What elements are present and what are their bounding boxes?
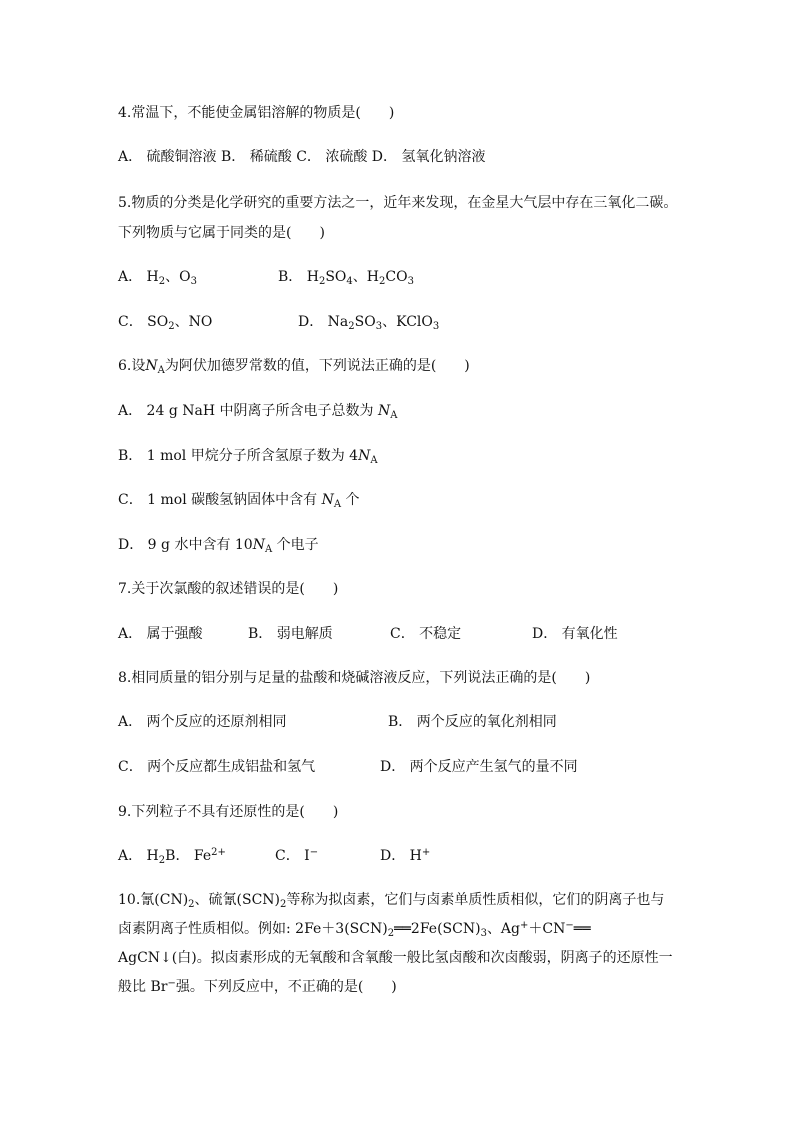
question-9-option-d: D． H+ — [380, 847, 431, 864]
question-6-option-a: A． 24 g NaH 中阴离子所含电子总数为 $N_A$ — [118, 403, 398, 421]
question-10-stem: 10.氰$(CN)_2$、硫氰$(SCN)_2$等称为拟卤素，它们与卤素单质性质相似，它们的阴离子也与卤素阴离子性质相似。例如: $2Fe+3(SCN)_2══2Fe(SCN)_3$、Ag+＋CN−══ AgCN↓(白)。拟卤素形成的无氧酸和含氧酸一般比氢卤酸和次卤酸弱，阴离子的还原性一般比 Br−强。下列反应中，不正确的是( ) — [118, 892, 673, 995]
question-7-option-a: A． 属于强酸 — [118, 626, 203, 642]
question-5-option-b: B． $H_2SO_4$、$H_2CO_3$ — [278, 269, 414, 287]
question-4-stem: 4.常温下，不能使金属铝溶解的物质是( ) — [118, 105, 395, 121]
question-5-option-c: C． $SO_2$、NO — [118, 314, 213, 332]
question-6-option-c: C． 1 mol 碳酸氢钠固体中含有 $N_A$ 个 — [118, 492, 360, 510]
question-8-option-b: B． 两个反应的氧化剂相同 — [388, 714, 557, 730]
question-6-stem: 6.设$N_A$为阿伏加德罗常数的值，下列说法正确的是( ) — [118, 358, 470, 376]
question-5-stem-line2: 下列物质与它属于同类的是( ) — [118, 225, 325, 241]
question-5-option-d: D． $Na_2SO_3$、KClO$_3$ — [298, 314, 440, 332]
question-6-option-d: D． 9 g 水中含有 $10N_A$ 个电子 — [118, 537, 319, 555]
question-8-stem: 8.相同质量的铝分别与足量的盐酸和烧碱溶液反应，下列说法正确的是( ) — [118, 670, 591, 686]
question-4-options: A． 硫酸铜溶液 B． 稀硫酸 C． 浓硫酸 D． 氢氧化钠溶液 — [118, 149, 486, 165]
question-9-option-c: C． I− — [275, 847, 319, 864]
question-9-options-a-b: A． $H_2B$． $Fe^{2+}$ — [118, 847, 226, 866]
question-8-option-c: C． 两个反应都生成铝盐和氢气 — [118, 759, 316, 775]
question-7-option-b: B． 弱电解质 — [248, 626, 333, 642]
question-9-stem: 9.下列粒子不具有还原性的是( ) — [118, 804, 339, 820]
question-7-option-c: C． 不稳定 — [390, 626, 462, 642]
question-8-option-d: D． 两个反应产生氢气的量不同 — [380, 759, 578, 775]
question-5-stem-line1: 5.物质的分类是化学研究的重要方法之一，近年来发现，在金星大气层中存在三氧化二碳。 — [118, 195, 678, 211]
question-7-stem: 7.关于次氯酸的叙述错误的是( ) — [118, 581, 339, 597]
question-6-option-b: B． 1 mol 甲烷分子所含氢原子数为 $4N_A$ — [118, 448, 378, 466]
question-8-option-a: A． 两个反应的还原剂相同 — [118, 714, 287, 730]
question-7-option-d: D． 有氧化性 — [532, 626, 618, 642]
question-5-option-a: A． $H_2$、$O_3$ — [118, 269, 198, 287]
